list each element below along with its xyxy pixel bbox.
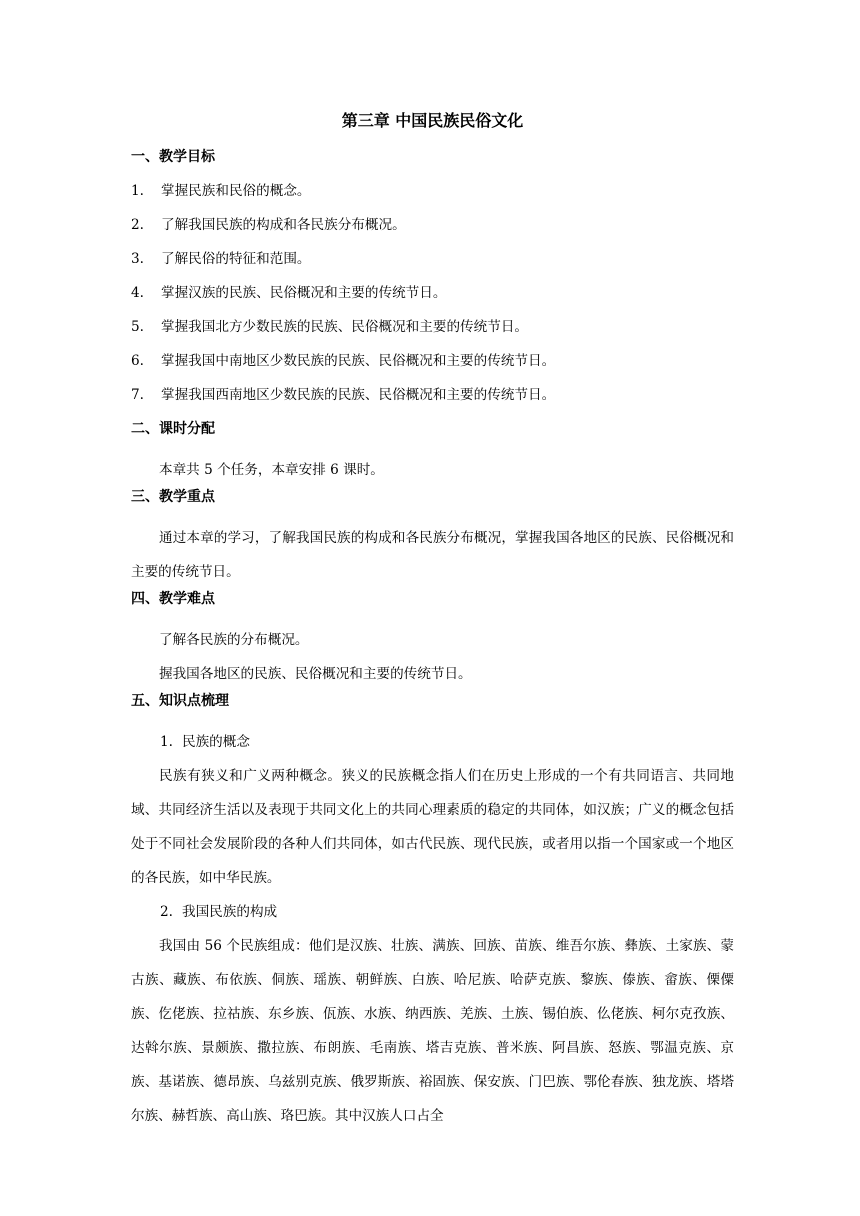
- section-heading-hours: 二、课时分配: [131, 421, 215, 437]
- list-item-number: 3.: [131, 251, 144, 267]
- list-item: [131, 385, 734, 419]
- list-item-text: 掌握汉族的民族、民俗概况和主要的传统节日。: [161, 285, 447, 301]
- subsection-heading: [131, 895, 734, 929]
- difficulties-line: 了解各民族的分布概况。: [159, 632, 309, 648]
- list-item: [131, 181, 734, 215]
- section-heading-knowledge: 五、知识点梳理: [131, 693, 229, 709]
- list-item-text: 掌握我国北方少数民族的民族、民俗概况和主要的传统节日。: [161, 319, 529, 335]
- difficulties-line: 握我国各地区的民族、民俗概况和主要的传统节日。: [159, 666, 472, 682]
- list-item-number: 1.: [131, 183, 144, 199]
- subsection-paragraph: 我国由 56 个民族组成：他们是汉族、壮族、满族、回族、苗族、维吾尔族、彝族、土家族、蒙古族、藏族、布依族、侗族、瑶族、朝鲜族、白族、哈尼族、哈萨克族、黎族、傣族、畲族、傈僳族、仡佬族、拉祜族、东乡族、佤族、水族、纳西族、羌族、土族、锡伯族、仫佬族、柯尔克孜族、达斡尔族、景颇族、撒拉族、布朗族、毛南族、塔吉克族、普米族、阿昌族、怒族、鄂温克族、京族、基诺族、德昂族、乌兹别克族、俄罗斯族、裕固族、保安族、门巴族、鄂伦春族、独龙族、塔塔尔族、赫哲族、高山族、珞巴族。其中汉族人口占全: [131, 938, 734, 1124]
- list-item-text: 掌握我国中南地区少数民族的民族、民俗概况和主要的传统节日。: [161, 353, 556, 369]
- section-heading-objectives: 一、教学目标: [131, 149, 215, 165]
- list-item: [131, 215, 734, 249]
- subsection-title: 我国民族的构成: [182, 904, 278, 920]
- list-item: [131, 283, 734, 317]
- list-item-text: 了解民俗的特征和范围。: [161, 251, 311, 267]
- list-item-number: 2.: [131, 217, 144, 233]
- section-heading-difficulties: 四、教学难点: [131, 591, 215, 607]
- list-item-number: 4.: [131, 285, 144, 301]
- list-item-text: 掌握民族和民俗的概念。: [161, 183, 311, 199]
- section-heading-key-points: 三、教学重点: [131, 489, 215, 505]
- list-item-number: 6.: [131, 353, 144, 369]
- list-item-text: 了解我国民族的构成和各民族分布概况。: [161, 217, 406, 233]
- subsection-heading: [131, 725, 734, 759]
- subsection-paragraph: 民族有狭义和广义两种概念。狭义的民族概念指人们在历史上形成的一个有共同语言、共同地域、共同经济生活以及表现于共同文化上的共同心理素质的稳定的共同体，如汉族；广义的概念包括处于不同社会发展阶段的各种人们共同体，如古代民族、现代民族，或者用以指一个国家或一个地区的各民族，如中华民族。: [131, 768, 734, 886]
- list-item: [131, 249, 734, 283]
- list-item: [131, 317, 734, 351]
- chapter-title: 第三章 中国民族民俗文化: [341, 111, 524, 130]
- key-points-paragraph: 通过本章的学习，了解我国民族的构成和各民族分布概况，掌握我国各地区的民族、民俗概况和主要的传统节日。: [131, 530, 734, 580]
- subsection-number: 2.: [160, 904, 173, 920]
- subsection-title: 民族的概念: [182, 734, 250, 750]
- objectives-list: [131, 181, 734, 419]
- list-item-text: 掌握我国西南地区少数民族的民族、民俗概况和主要的传统节日。: [161, 387, 556, 403]
- subsection-number: 1.: [160, 734, 173, 750]
- list-item-number: 5.: [131, 319, 144, 335]
- list-item-number: 7.: [131, 387, 144, 403]
- list-item: [131, 351, 734, 385]
- hours-paragraph: 本章共 5 个任务，本章安排 6 课时。: [159, 462, 384, 478]
